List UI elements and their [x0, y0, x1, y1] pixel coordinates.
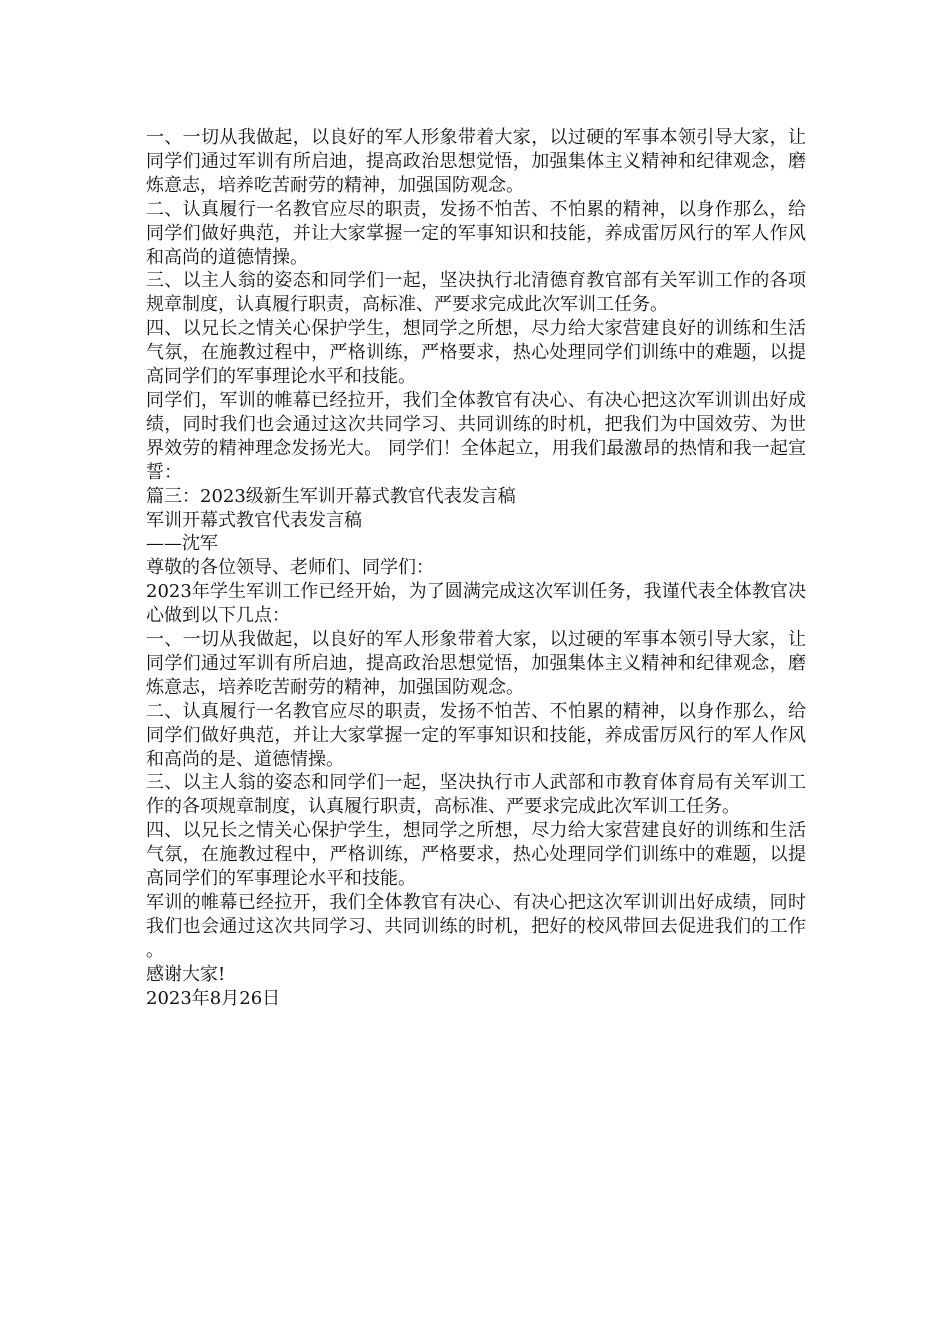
paragraph-point-4: 四、以兄长之情关心保护学生，想同学之所想，尽力给大家营建良好的训练和生活气氛，在施教过程中，严格训练，严格要求，热心处理同学们训练中的难题，以提高同学们的军事理论水平和技能。: [146, 820, 806, 890]
paragraph-commitment-2: 二、认真履行一名教官应尽的职责，发扬不怕苦、不怕累的精神，以身作那么，给同学们做好典范，并让大家掌握一定的军事知识和技能，养成雷厉风行的军人作风和高尚的道德情操。: [146, 198, 806, 268]
date-line: 2023年8月26日: [146, 987, 281, 1009]
document-body: [146, 126, 806, 1011]
salutation: 尊敬的各位领导、老师们、同学们：: [146, 557, 434, 579]
paragraph-point-2: 二、认真履行一名教官应尽的职责，发扬不怕苦、不怕累的精神，以身作那么，给同学们做好典范，并让大家掌握一定的军事知识和技能，养成雷厉风行的军人作风和高尚的是、道德情操。: [146, 700, 806, 770]
speech-title: 军训开幕式教官代表发言稿: [146, 509, 362, 531]
paragraph-conclusion: 军训的帷幕已经拉开，我们全体教官有决心、有决心把这次军训训出好成绩，同时我们也会通过这次共同学习、共同训练的时机，把好的校风带回去促进我们的工作。: [146, 892, 806, 961]
section-heading: 篇三：2023级新生军训开幕式教官代表发言稿: [146, 485, 516, 507]
paragraph-commitment-3: 三、以主人翁的姿态和同学们一起，坚决执行北清德育教官部有关军训工作的各项规章制度，认真履行职责，高标准、严要求完成此次军训工任务。: [146, 270, 806, 316]
paragraph-commitment-4: 四、以兄长之情关心保护学生，想同学之所想，尽力给大家营建良好的训练和生活气氛，在施教过程中，严格训练，严格要求，热心处理同学们训练中的难题，以提高同学们的军事理论水平和技能。: [146, 318, 806, 388]
paragraph-point-3: 三、以主人翁的姿态和同学们一起，坚决执行市人武部和市教育体育局有关军训工作的各项规章制度，认真履行职责，高标准、严要求完成此次军训工任务。: [146, 772, 806, 818]
paragraph-closing-oath: 同学们，军训的帷幕已经拉开，我们全体教官有决心、有决心把这次军训训出好成绩，同时我们也会通过这次共同学习、共同训练的时机，把我们为中国效劳、为世界效劳的精神理念发扬光大。 同学们！全体起立，用我们最激昂的热情和我一起宣誓：: [146, 389, 806, 483]
thanks-line: 感谢大家!: [146, 963, 226, 985]
speech-author: ——沈军: [146, 533, 218, 555]
paragraph-intro: 2023年学生军训工作已经开始，为了圆满完成这次军训任务，我谨代表全体教官决心做到以下几点：: [146, 581, 806, 627]
paragraph-point-1: 一、一切从我做起，以良好的军人形象带着大家，以过硬的军事本领引导大家，让同学们通过军训有所启迪，提高政治思想觉悟，加强集体主义精神和纪律观念，磨炼意志，培养吃苦耐劳的精神，加强国防观念。: [146, 629, 806, 698]
paragraph-commitment-1: 一、一切从我做起，以良好的军人形象带着大家，以过硬的军事本领引导大家，让同学们通过军训有所启迪，提高政治思想觉悟，加强集体主义精神和纪律观念，磨炼意志，培养吃苦耐劳的精神，加强国防观念。: [146, 127, 806, 196]
